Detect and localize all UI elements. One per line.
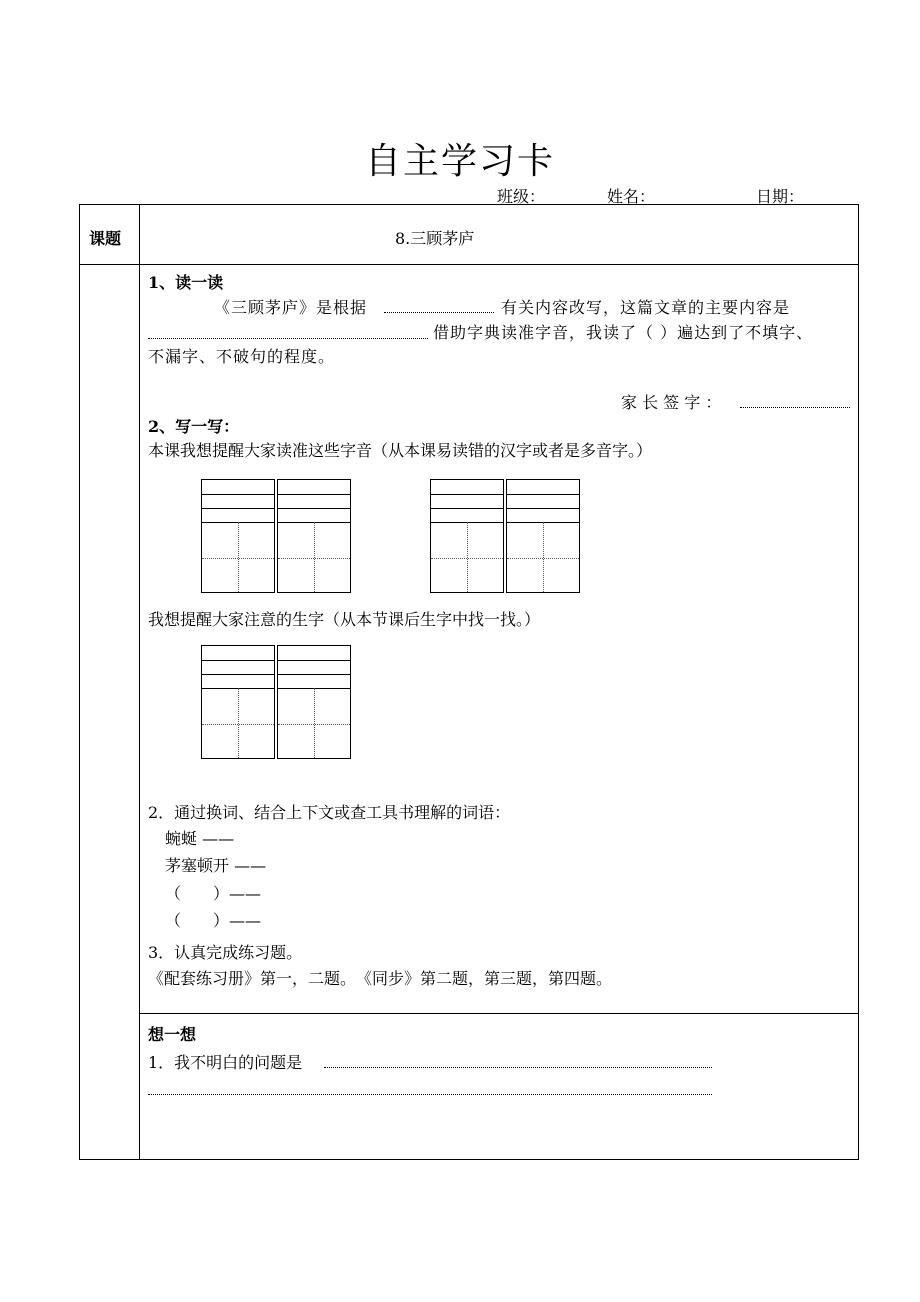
vocab-heading: 2．通过换词、结合上下文或查工具书理解的词语： <box>148 803 511 822</box>
class-label: 班级： <box>497 187 546 206</box>
exercise-heading: 3．认真完成练习题。 <box>148 943 303 962</box>
write-desc1: 本课我想提醒大家读准这些字音（从本课易读错的汉字或者是多音字。） <box>148 441 653 460</box>
pinyin-grid-cell[interactable] <box>277 645 351 759</box>
vocab-item: （ ）—— <box>165 911 262 930</box>
pinyin-grid-cell[interactable] <box>201 645 275 759</box>
read-line2: 借助字典读准字音，我读了（ ）遍达到了不填字、 <box>433 323 814 342</box>
vocab-item: 蜿蜒 —— <box>165 829 235 848</box>
think-heading: 想一想 <box>148 1025 197 1044</box>
section-read-heading: 1、读一读 <box>148 273 224 292</box>
parent-sign-blank[interactable] <box>740 407 850 408</box>
exercise-text: 《配套练习册》第一，二题。 《同步》第二题，第三题，第四题。 <box>148 969 613 988</box>
row-divider <box>139 1013 859 1014</box>
read-line1-b: 有关内容改写，这篇文章的主要内容是 <box>501 298 791 317</box>
write-desc2: 我想提醒大家注意的生字（从本节课后生字中找一找。） <box>148 610 541 629</box>
date-label: 日期： <box>756 187 805 206</box>
question-blank[interactable] <box>324 1067 712 1068</box>
row-divider <box>79 264 859 265</box>
blank-main-content[interactable] <box>148 338 428 339</box>
read-line1-a: 《三顾茅庐》是根据 <box>214 298 368 317</box>
column-divider <box>139 204 140 1160</box>
pinyin-grid-cell[interactable] <box>430 479 504 593</box>
section-write-heading: 2、写一写： <box>148 417 240 436</box>
page-title: 自主学习卡 <box>364 141 555 182</box>
question-blank[interactable] <box>148 1094 712 1095</box>
question-label: 1．我不明白的问题是 <box>148 1053 303 1072</box>
pinyin-grid-cell[interactable] <box>506 479 580 593</box>
topic-label: 课题 <box>89 229 122 248</box>
pinyin-grid-cell[interactable] <box>277 479 351 593</box>
vocab-item: 茅塞顿开 —— <box>165 856 267 875</box>
read-line3: 不漏字、不破句的程度。 <box>148 347 336 366</box>
parent-sign-label: 家 长 签 字 ： <box>621 393 722 412</box>
pinyin-grid-cell[interactable] <box>201 479 275 593</box>
topic-value: 8.三顾茅庐 <box>395 229 475 248</box>
name-label: 姓名： <box>607 187 656 206</box>
blank-source[interactable] <box>384 312 494 313</box>
vocab-item: （ ）—— <box>165 884 262 903</box>
